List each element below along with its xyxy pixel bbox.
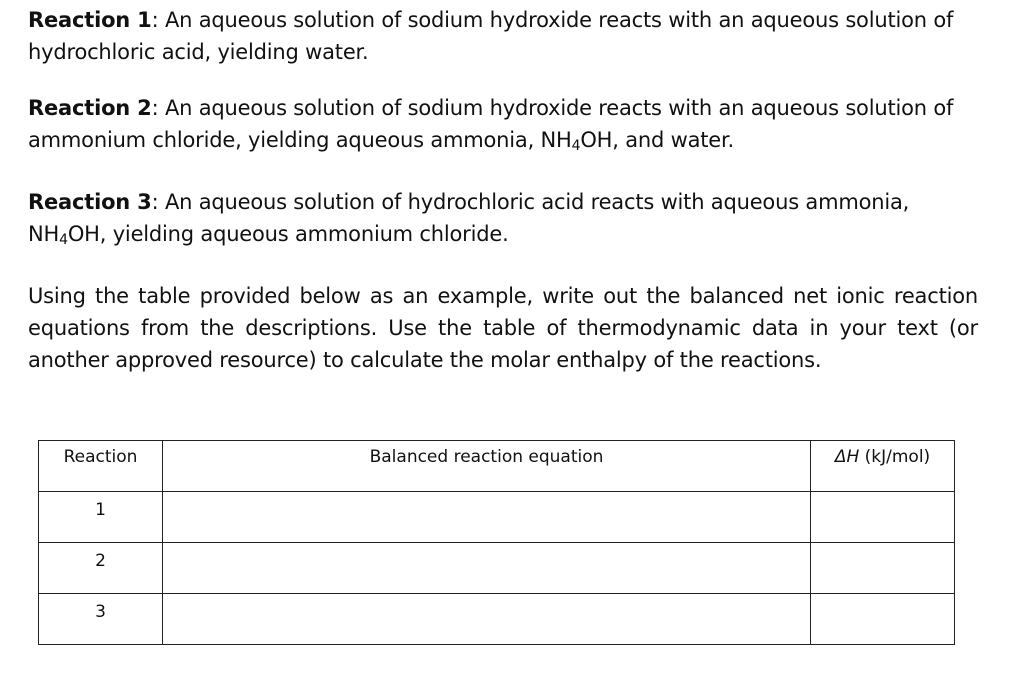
reaction-3-formula-subscript: 4 [59,232,68,248]
reaction-2-description [28,92,978,162]
row-1-delta-h-cell[interactable] [811,492,955,543]
row-2-equation-cell[interactable] [163,543,811,594]
reaction-2-formula-suffix: OH [580,128,613,152]
reaction-2-colon: : [151,96,159,120]
instructions-paragraph: Using the table provided below as an example, write out the balanced net ionic reaction equations from the descriptions. Use the table of thermodynamic data in your text (or another approved resource) to calculate the molar enthalpy of the reactions. [28,284,978,372]
reaction-3-text: An aqueous solution of hydrochloric acid reacts with aqueous ammonia, [158,190,910,214]
reaction-2-formula-subscript: 4 [571,138,581,154]
table-row [39,543,955,594]
table-row [39,594,955,645]
reaction-3-formula-prefix: NH [28,222,60,246]
reaction-3-colon: : [151,190,159,214]
reaction-3-label: Reaction 3 [28,190,152,214]
row-2-reaction: 2 [39,543,163,594]
reaction-2-text-after: , and water. [612,128,734,152]
reaction-2-label: Reaction 2 [28,96,152,120]
row-1-equation-cell[interactable] [163,492,811,543]
reaction-1-description [28,4,978,68]
reaction-3-description [28,186,978,256]
reaction-table [38,440,955,645]
reaction-3-text-after: , yielding aqueous ammonium chloride. [99,222,509,246]
reaction-2-text: An aqueous solution of sodium hydroxide reacts with an aqueous solution of ammonium chloride, yielding aqueous ammonia, [28,96,954,152]
row-1-reaction: 1 [39,492,163,543]
row-3-equation-cell[interactable] [163,594,811,645]
table-row [39,492,955,543]
delta-h-symbol: ΔH [834,447,860,467]
document-body [28,4,978,400]
row-3-reaction: 3 [39,594,163,645]
reaction-3-formula-suffix: OH [67,222,100,246]
table-header-row [39,441,955,492]
reaction-2-formula-prefix: NH [540,128,572,152]
header-equation: Balanced reaction equation [163,441,811,492]
row-3-delta-h-cell[interactable] [811,594,955,645]
reaction-1-text: An aqueous solution of sodium hydroxide reacts with an aqueous solution of hydrochloric acid, yielding water. [28,8,954,64]
header-reaction: Reaction [39,441,163,492]
delta-h-unit: (kJ/mol) [859,447,931,467]
header-delta-h [811,441,955,492]
reaction-1-colon: : [151,8,159,32]
reaction-1-label: Reaction 1 [28,8,152,32]
row-2-delta-h-cell[interactable] [811,543,955,594]
